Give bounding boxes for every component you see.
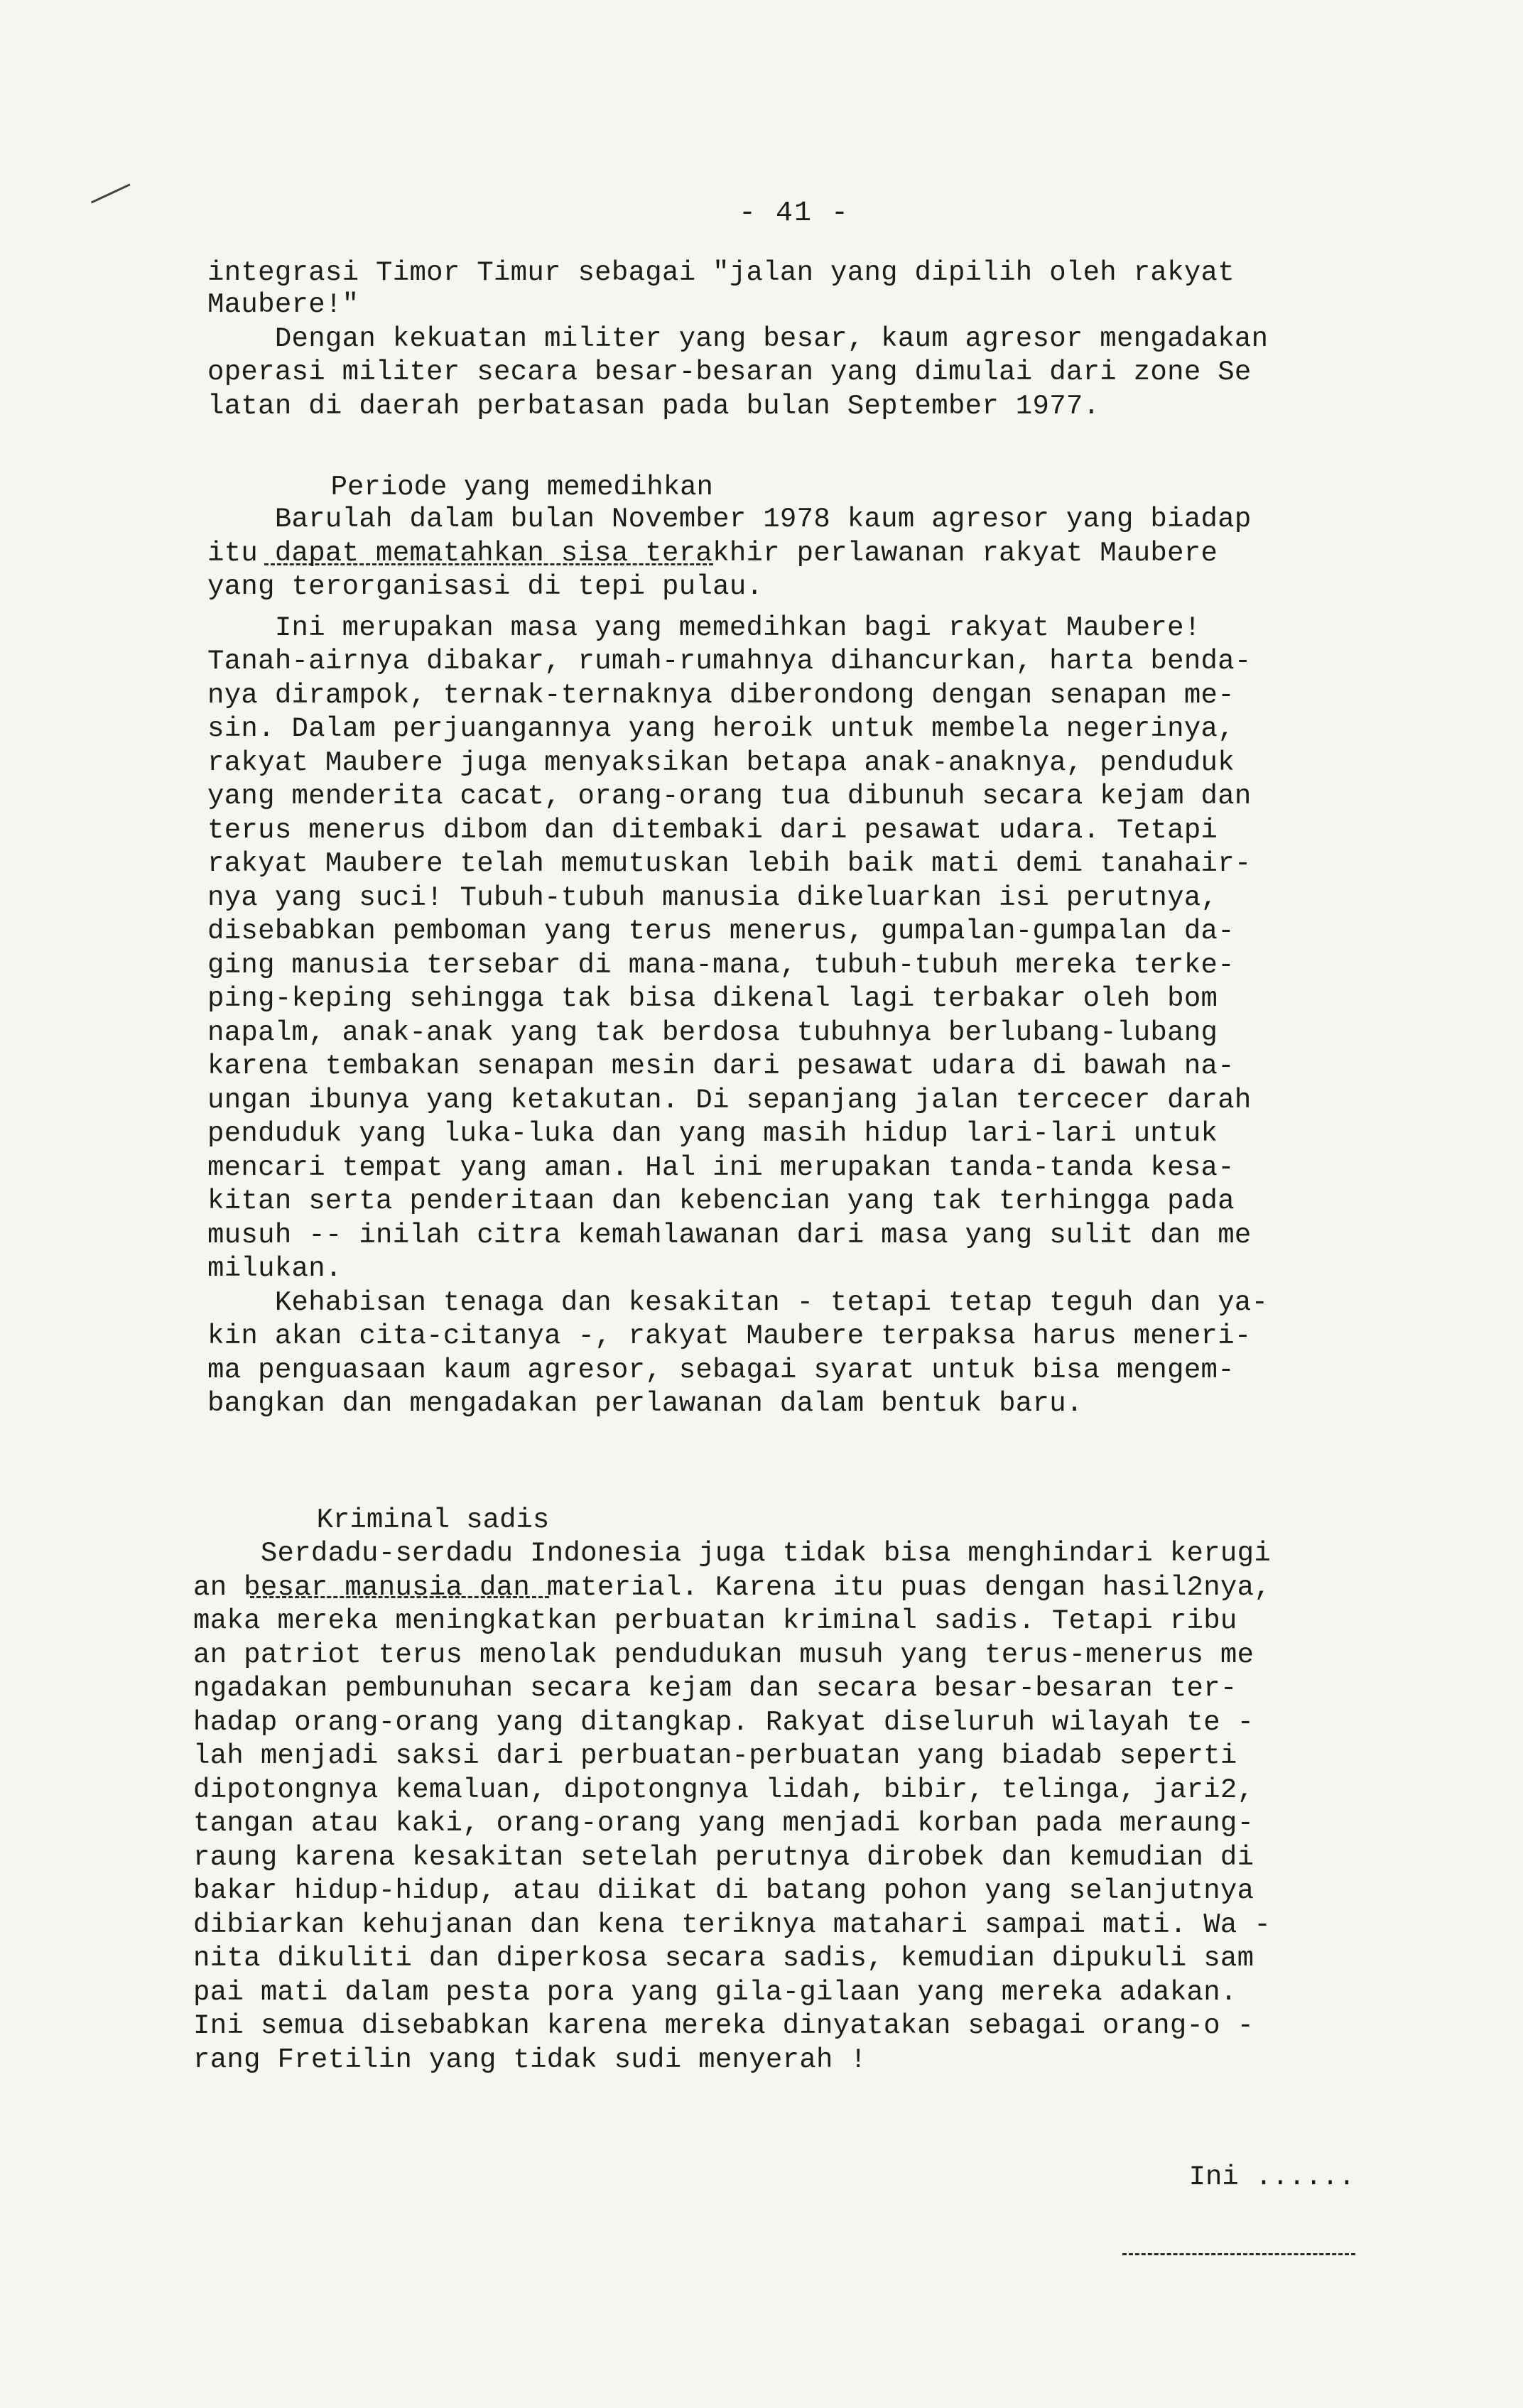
- text-line: Maubere!": [207, 289, 359, 320]
- text-line: lah menjadi saksi dari perbuatan-perbuatan yang biadab seperti: [193, 1740, 1237, 1772]
- text-line: Ini merupakan masa yang memedihkan bagi rakyat Maubere!: [207, 612, 1201, 644]
- text-line: pai mati dalam pesta pora yang gila-gilaan yang mereka adakan.: [193, 1977, 1237, 2008]
- text-line: ma penguasaan kaum agresor, sebagai syarat untuk bisa mengem-: [207, 1355, 1235, 1386]
- text-line: an patriot terus menolak pendudukan musuh yang terus-menerus me: [193, 1639, 1254, 1671]
- text-line: dipotongnya kemaluan, dipotongnya lidah, bibir, telinga, jari2,: [193, 1774, 1254, 1806]
- text-line: musuh -- inilah citra kemahlawanan dari masa yang sulit dan me: [207, 1220, 1252, 1251]
- text-line: mencari tempat yang aman. Hal ini merupakan tanda-tanda kesa-: [207, 1152, 1235, 1183]
- text-line: an besar manusia dan material. Karena itu puas dengan hasil2nya,: [193, 1572, 1272, 1603]
- section-heading-text: Kriminal sadis: [316, 1504, 550, 1536]
- text-line: latan di daerah perbatasan pada bulan September 1977.: [207, 391, 1100, 422]
- catchword: [1122, 2136, 1355, 2247]
- text-line: nya dirampok, ternak-ternaknya diberondong dengan senapan me-: [207, 680, 1235, 711]
- text-line: kin akan cita-citanya -, rakyat Maubere terpaksa harus meneri-: [207, 1320, 1252, 1352]
- text-line: rakyat Maubere telah memutuskan lebih baik mati demi tanahair-: [207, 848, 1252, 879]
- text-line: ging manusia tersebar di mana-mana, tubuh-tubuh mereka terke-: [207, 950, 1235, 981]
- text-line: disebabkan pemboman yang terus menerus, gumpalan-gumpalan da-: [207, 916, 1235, 947]
- catchword-text: Ini ......: [1188, 2162, 1355, 2193]
- text-line: Kehabisan tenaga dan kesakitan - tetapi tetap teguh dan ya-: [207, 1287, 1269, 1318]
- margin-pen-mark: [91, 183, 136, 216]
- text-line: nya yang suci! Tubuh-tubuh manusia dikeluarkan isi perutnya,: [207, 882, 1218, 913]
- section-heading-text: Periode yang memedihkan: [330, 472, 713, 503]
- text-line: penduduk yang luka-luka dan yang masih hidup lari-lari untuk: [207, 1118, 1218, 1149]
- text-line: karena tembakan senapan mesin dari pesawat udara di bawah na-: [207, 1051, 1235, 1082]
- text-line: yang menderita cacat, orang-orang tua dibunuh secara kejam dan: [207, 781, 1252, 812]
- text-line: Dengan kekuatan militer yang besar, kaum agresor mengadakan: [207, 323, 1269, 354]
- text-line: Serdadu-serdadu Indonesia juga tidak bisa menghindari kerugi: [193, 1538, 1272, 1569]
- text-line: napalm, anak-anak yang tak berdosa tubuhnya berlubang-lubang: [207, 1017, 1218, 1048]
- text-line: kitan serta penderitaan dan kebencian yang tak terhingga pada: [207, 1186, 1235, 1217]
- text-line: tangan atau kaki, orang-orang yang menjadi korban pada meraung-: [193, 1808, 1254, 1839]
- text-line: operasi militer secara besar-besaran yang dimulai dari zone Se: [207, 357, 1252, 388]
- text-line: bangkan dan mengadakan perlawanan dalam bentuk baru.: [207, 1388, 1083, 1419]
- text-line: integrasi Timor Timur sebagai "jalan yang dipilih oleh rakyat: [207, 257, 1235, 288]
- text-line: rakyat Maubere juga menyaksikan betapa anak-anaknya, penduduk: [207, 747, 1235, 779]
- text-line: yang terorganisasi di tepi pulau.: [207, 571, 764, 602]
- text-line: dibiarkan kehujanan dan kena teriknya matahari sampai mati. Wa -: [193, 1909, 1272, 1941]
- text-line: Ini semua disebabkan karena mereka dinyatakan sebagai orang-o -: [193, 2010, 1254, 2041]
- page-number: - 41 -: [739, 197, 850, 229]
- text-line: milukan.: [207, 1253, 342, 1284]
- text-line: maka mereka meningkatkan perbuatan kriminal sadis. Tetapi ribu: [193, 1605, 1237, 1637]
- text-line: Barulah dalam bulan November 1978 kaum agresor yang biadap: [207, 504, 1252, 535]
- text-line: nita dikuliti dan diperkosa secara sadis, kemudian dipukuli sam: [193, 1943, 1254, 1974]
- text-line: itu dapat mematahkan sisa terakhir perlawanan rakyat Maubere: [207, 538, 1218, 569]
- text-line: sin. Dalam perjuangannya yang heroik untuk membela negerinya,: [207, 713, 1235, 744]
- text-line: ping-keping sehingga tak bisa dikenal lagi terbakar oleh bom: [207, 983, 1218, 1014]
- catchword-underline: [1122, 2253, 1355, 2255]
- text-line: hadap orang-orang yang ditangkap. Rakyat diseluruh wilayah te -: [193, 1707, 1254, 1738]
- text-line: ungan ibunya yang ketakutan. Di sepanjang jalan tercecer darah: [207, 1085, 1252, 1116]
- text-line: terus menerus dibom dan ditembaki dari pesawat udara. Tetapi: [207, 815, 1218, 846]
- text-line: raung karena kesakitan setelah perutnya dirobek dan kemudian di: [193, 1842, 1254, 1873]
- text-line: bakar hidup-hidup, atau diikat di batang pohon yang selanjutnya: [193, 1875, 1254, 1907]
- text-line: ngadakan pembunuhan secara kejam dan secara besar-besaran ter-: [193, 1673, 1237, 1704]
- text-line: rang Fretilin yang tidak sudi menyerah !: [193, 2044, 867, 2076]
- text-line: Tanah-airnya dibakar, rumah-rumahnya dihancurkan, harta benda-: [207, 646, 1252, 677]
